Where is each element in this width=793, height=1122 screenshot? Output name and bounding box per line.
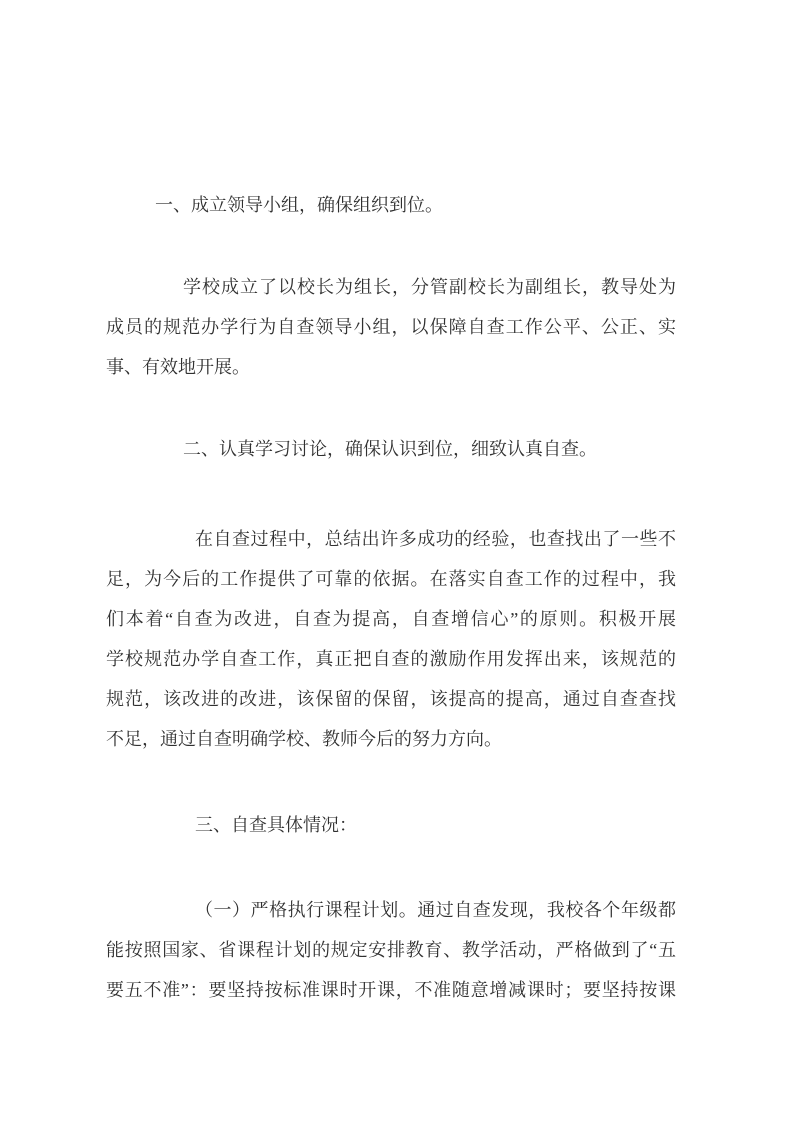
text-line: （一）严格执行课程计划。通过自查发现，我校各个年级都: [195, 900, 676, 920]
paragraph: [106, 890, 676, 1010]
text-line: 一、成立领导小组，确保组织到位。: [155, 195, 443, 215]
section-heading: [106, 185, 676, 225]
text-line: 不足，通过自查明确学校、教师今后的努力方向。: [106, 729, 502, 749]
text-line: 三、自查具体情况：: [195, 815, 357, 835]
text-line: 规范，该改进的改进，该保留的保留，该提高的提高，通过自查查找: [106, 689, 676, 709]
section-heading: [106, 429, 676, 469]
paragraph: [106, 519, 676, 759]
text-line: 学校成立了以校长为组长，分管副校长为副组长，教导处为: [183, 277, 676, 297]
text-line: 要五不准”：要坚持按标准课时开课，不准随意增减课时；要坚持按课: [106, 980, 676, 1000]
text-line: 事、有效地开展。: [106, 357, 250, 377]
text-line: 在自查过程中，总结出许多成功的经验，也查找出了一些不: [195, 529, 676, 549]
text-line: 们本着“自查为改进，自查为提高，自查增信心”的原则。积极开展: [106, 609, 676, 629]
document-body: [106, 185, 676, 1010]
section-heading: [106, 805, 676, 845]
text-line: 学校规范办学自查工作，真正把自查的激励作用发挥出来，该规范的: [106, 649, 676, 669]
paragraph: [106, 267, 676, 387]
text-line: 二、认真学习讨论，确保认识到位，细致认真自查。: [183, 439, 597, 459]
text-line: 能按照国家、省课程计划的规定安排教育、教学活动，严格做到了“五: [106, 940, 676, 960]
text-line: 足，为今后的工作提供了可靠的依据。在落实自查工作的过程中，我: [106, 569, 676, 589]
text-line: 成员的规范办学行为自查领导小组，以保障自查工作公平、公正、实: [106, 317, 676, 337]
